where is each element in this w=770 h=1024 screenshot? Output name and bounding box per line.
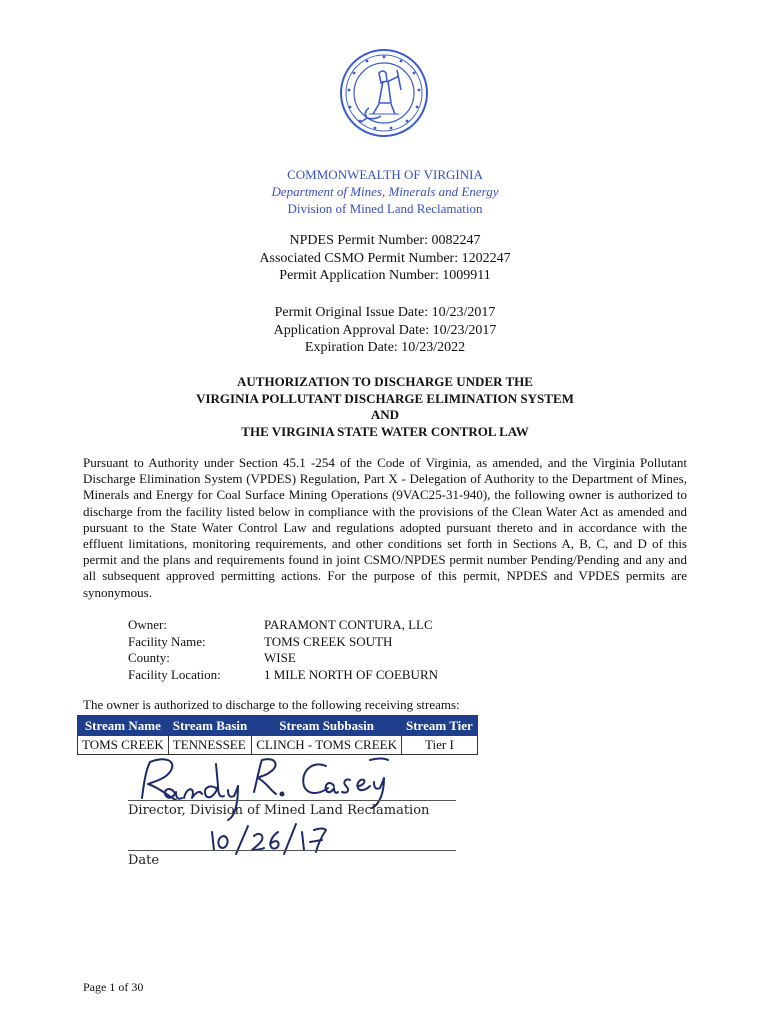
csmo-permit-number: Associated CSMO Permit Number: 1202247 [259, 250, 511, 266]
issue-date: Permit Original Issue Date: 10/23/2017 [274, 305, 496, 320]
facility-row-owner [128, 617, 438, 634]
title-line-1: AUTHORIZATION TO DISCHARGE UNDER THE [237, 374, 533, 389]
permit-dates [0, 304, 770, 357]
column-header: Stream Tier [402, 716, 478, 736]
expiration-date: Expiration Date: 10/23/2022 [304, 340, 466, 355]
facility-row-name [128, 634, 438, 651]
permit-numbers [0, 232, 770, 285]
stream-name-cell: TOMS CREEK [78, 736, 169, 755]
facility-value: TOMS CREEK SOUTH [264, 633, 393, 649]
authorization-title [0, 374, 770, 440]
facility-label: Facility Location: [128, 666, 221, 682]
facility-info [128, 617, 438, 683]
facility-label: County: [128, 650, 170, 665]
column-header: Stream Basin [168, 716, 252, 736]
column-header: Stream Subbasin [252, 716, 402, 736]
virginia-state-seal-icon [339, 48, 429, 138]
facility-value: WISE [264, 650, 296, 665]
npdes-permit-number: NPDES Permit Number: 0082247 [289, 233, 481, 248]
department-name: Department of Mines, Minerals and Energy [271, 184, 499, 199]
stream-subbasin-cell: CLINCH - TOMS CREEK [252, 736, 402, 755]
facility-label: Facility Name: [128, 633, 206, 649]
facility-value: 1 MILE NORTH OF COEBURN [264, 666, 439, 682]
application-number: Permit Application Number: 1009911 [279, 268, 491, 283]
title-line-2: VIRGINIA POLLUTANT DISCHARGE ELIMINATION SYSTEM [196, 390, 574, 406]
streams-intro: The owner is authorized to discharge to the following receiving streams: [83, 697, 460, 712]
date-line [128, 850, 456, 851]
agency-header [0, 166, 770, 217]
signer-caption: Director, Division of Mined Land Reclamation [128, 803, 430, 818]
division-name: Division of Mined Land Reclamation [287, 201, 483, 216]
approval-date: Application Approval Date: 10/23/2017 [273, 322, 497, 338]
table-header-row [78, 716, 478, 736]
facility-row-location [128, 667, 438, 684]
stream-basin-cell: TENNESSEE [168, 736, 252, 755]
receiving-streams-table [77, 715, 478, 755]
facility-value: PARAMONT CONTURA, LLC [264, 617, 433, 632]
facility-row-county [128, 650, 438, 667]
page-number: Page 1 of 30 [83, 980, 144, 994]
commonwealth-title: COMMONWEALTH OF VIRGINIA [287, 167, 483, 182]
facility-label: Owner: [128, 617, 167, 632]
title-line-3: AND [370, 407, 400, 422]
date-caption: Date [128, 853, 160, 868]
column-header: Stream Name [78, 716, 169, 736]
authority-paragraph: Pursuant to Authority under Section 45.1 -254 of the Code of Virginia, as amended, and the Virginia Pollutant Discharge Elimination System (VPDES) Regulation, Part X - Delegation of Authority to the Department of Mines, Minerals and Energy for Coal Surface Mining Operations (9VAC25-31-940), the following owner is authorized to discharge from the facility listed below in compliance with the provisions of the Clean Water Act as amended and pursuant to the State Water Control Law and regulations adopted pursuant thereto and in accordance with the effluent limitations, monitoring requirements, and other conditions set forth in Sections A, B, C, and D of this permit and the plans and requirements found in joint CSMO/NPDES permit number Pending/Pending and any and all subsequent approved permitting actions. For the purpose of this permit, NPDES and VPDES permits are synonymous. [83, 455, 687, 600]
title-line-4: THE VIRGINIA STATE WATER CONTROL LAW [241, 423, 529, 439]
signature-block [120, 752, 460, 872]
signature-line [128, 800, 456, 801]
stream-tier-cell: Tier I [402, 736, 478, 755]
